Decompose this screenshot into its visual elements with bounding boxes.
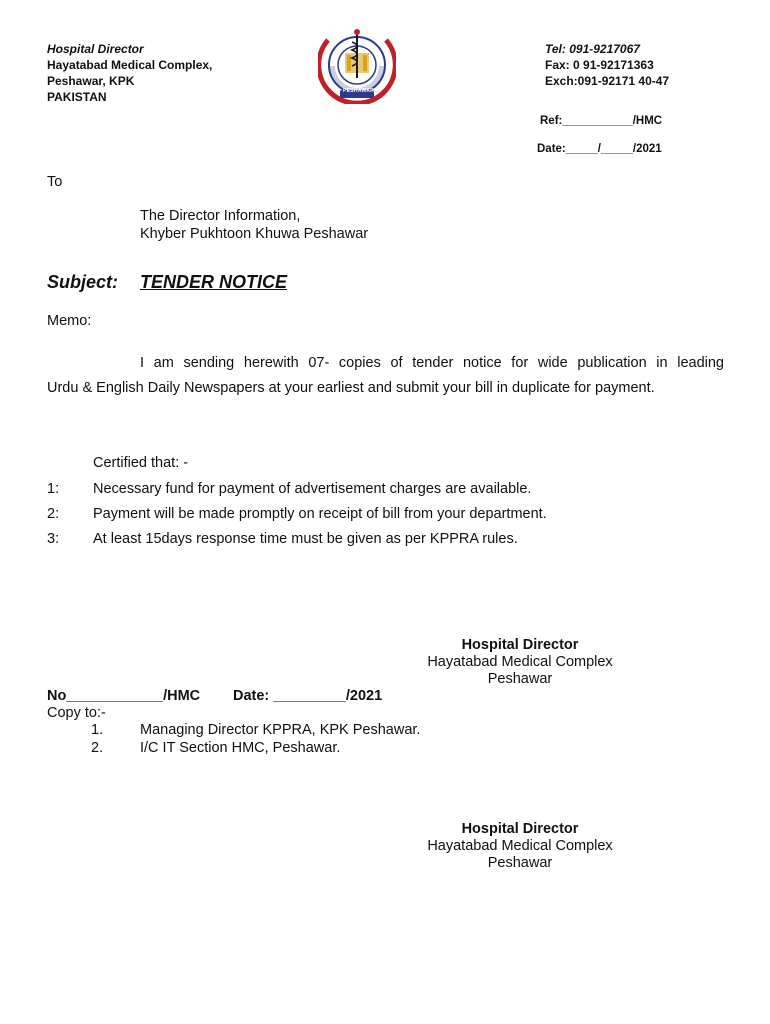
recipient-block [140,207,368,243]
sender-block [47,41,212,105]
certification-list [47,480,547,555]
certification-item [47,480,547,505]
certification-number: 2: [47,506,60,522]
signature-city: Peshawar [487,671,553,687]
certification-item [47,530,547,555]
paragraph-line2: Urdu & English Daily Newspapers at your earliest and submit your bill in duplicate for payment. [47,380,655,396]
sender-country: PAKISTAN [47,90,107,104]
certification-number: 3: [47,531,60,547]
copy-to-text: I/C IT Section HMC, Peshawar. [140,740,341,756]
certified-label: Certified that: - [93,455,189,471]
signature-title: Hospital Director [461,637,579,653]
certification-text: Necessary fund for payment of advertisement charges are available. [93,481,532,497]
certification-text: At least 15days response time must be given as per KPPRA rules. [93,531,518,547]
signature-org: Hayatabad Medical Complex [427,654,613,670]
to-label: To [47,174,63,190]
copy-to-item [91,739,420,757]
copy-to-text: Managing Director KPPRA, KPK Peshawar. [140,722,421,738]
signature-org: Hayatabad Medical Complex [427,838,613,854]
signature-title: Hospital Director [461,821,579,837]
logo-ring-text [336,55,337,56]
copy-to-item [91,721,420,739]
memo-label: Memo: [47,313,92,329]
contact-exch: Exch:091-92171 40-47 [545,74,670,88]
logo-bottom-text: PESHAWAR [343,88,375,94]
date-line: Date:_____/_____/2021 [537,143,662,155]
number-line: No____________/HMC [47,688,201,704]
signature-block-1 [400,637,640,688]
recipient-line1: The Director Information, [140,208,301,224]
certification-number: 1: [47,481,60,497]
number-date: Date: _________/2021 [233,688,383,704]
sender-org: Hayatabad Medical Complex, [47,58,213,72]
subject-text: TENDER NOTICE [140,272,288,292]
recipient-line2: Khyber Pukhtoon Khuwa Peshawar [140,226,369,242]
contact-block [545,41,669,89]
contact-tel: Tel: 091-9217067 [545,42,640,56]
certification-item [47,505,547,530]
paragraph-line1: I am sending herewith 07- copies of tender notice for wide publication in leading [140,355,724,371]
subject-label: Subject: [47,272,119,292]
copy-to-number: 2. [91,740,104,756]
copy-to-number: 1. [91,722,104,738]
copy-to-list [91,721,420,757]
sender-title: Hospital Director [47,42,144,56]
copy-to-label: Copy to:- [47,705,106,721]
signature-block-2 [400,821,640,872]
certification-text: Payment will be made promptly on receipt of bill from your department. [93,506,547,522]
contact-fax: Fax: 0 91-92171363 [545,58,654,72]
sender-city: Peshawar, KPK [47,74,135,88]
ref-line: Ref:___________/HMC [540,115,663,127]
hospital-logo [318,20,396,104]
signature-city: Peshawar [487,855,553,871]
